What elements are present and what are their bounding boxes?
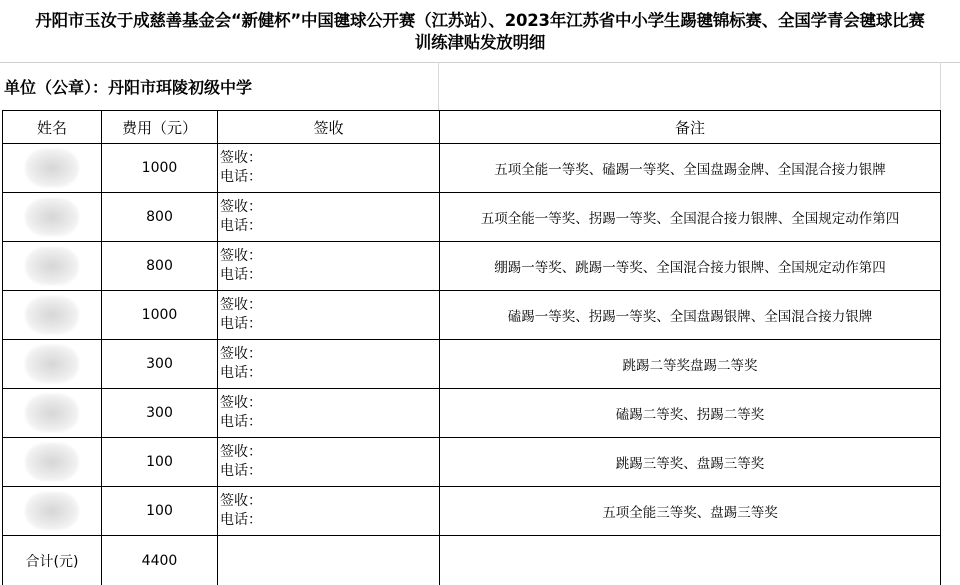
name-cell (3, 389, 102, 438)
name-cell (3, 438, 102, 487)
note-cell: 五项全能一等奖、磕踢一等奖、全国盘踢金牌、全国混合接力银牌 (440, 144, 941, 193)
title-line-2: 训练津贴发放明细 (414, 33, 546, 52)
table-row (3, 242, 941, 291)
note-cell: 磕踢二等奖、拐踢二等奖 (440, 389, 941, 438)
sign-cell (218, 487, 440, 536)
blurred-name (25, 345, 79, 383)
table-row (3, 438, 941, 487)
header-note: 备注 (440, 111, 941, 144)
total-row (3, 536, 941, 585)
blurred-name (25, 443, 79, 481)
phone-label: 电话： (220, 267, 262, 283)
sign-cell (218, 438, 440, 487)
phone-label: 电话： (220, 365, 262, 381)
sign-label: 签收： (220, 150, 262, 166)
header-name: 姓名 (3, 111, 102, 144)
title-line-1: 丹阳市玉汝于成慈善基金会“新健杯”中国毽球公开赛（江苏站）、2023年江苏省中小学生踢毽锦标赛、全国学青会毽球比赛 (35, 11, 925, 30)
blurred-name (25, 394, 79, 432)
note-cell: 绷踢一等奖、跳踢一等奖、全国混合接力银牌、全国规定动作第四 (440, 242, 941, 291)
blurred-name (25, 149, 79, 187)
fee-cell: 300 (102, 340, 218, 389)
sign-label: 签收： (220, 199, 262, 215)
divider (0, 62, 960, 63)
name-cell (3, 340, 102, 389)
sign-label: 签收： (220, 493, 262, 509)
note-cell: 五项全能一等奖、拐踢一等奖、全国混合接力银牌、全国规定动作第四 (440, 193, 941, 242)
sign-cell (218, 291, 440, 340)
phone-label: 电话： (220, 316, 262, 332)
note-cell: 五项全能三等奖、盘踢三等奖 (440, 487, 941, 536)
fee-cell: 100 (102, 487, 218, 536)
note-cell: 跳踢二等奖盘踢二等奖 (440, 340, 941, 389)
name-cell (3, 487, 102, 536)
table-row (3, 487, 941, 536)
fee-cell: 1000 (102, 144, 218, 193)
fee-cell: 800 (102, 242, 218, 291)
header-fee: 费用（元） (102, 111, 218, 144)
total-sign-cell (218, 536, 440, 585)
name-cell (3, 144, 102, 193)
blurred-name (25, 492, 79, 530)
sign-cell (218, 340, 440, 389)
name-cell (3, 291, 102, 340)
fee-cell: 300 (102, 389, 218, 438)
name-cell (3, 193, 102, 242)
header-row (3, 111, 941, 144)
sign-cell (218, 242, 440, 291)
phone-label: 电话： (220, 169, 262, 185)
table-row (3, 340, 941, 389)
allowance-table (2, 110, 941, 585)
sign-cell (218, 193, 440, 242)
header-sign: 签收 (218, 111, 440, 144)
total-value: 4400 (102, 536, 218, 585)
blurred-name (25, 198, 79, 236)
table-row (3, 389, 941, 438)
fee-cell: 100 (102, 438, 218, 487)
phone-label: 电话： (220, 463, 262, 479)
sign-label: 签收： (220, 346, 262, 362)
phone-label: 电话： (220, 218, 262, 234)
divider (940, 62, 941, 110)
divider (438, 62, 439, 110)
unit-label: 单位（公章）：丹阳市珥陵初级中学 (4, 78, 253, 97)
table-row (3, 144, 941, 193)
note-cell: 磕踢一等奖、拐踢一等奖、全国盘踢银牌、全国混合接力银牌 (440, 291, 941, 340)
document-title (0, 4, 960, 60)
sign-label: 签收： (220, 248, 262, 264)
sign-label: 签收： (220, 444, 262, 460)
phone-label: 电话： (220, 512, 262, 528)
name-cell (3, 242, 102, 291)
sign-cell (218, 389, 440, 438)
blurred-name (25, 296, 79, 334)
sign-label: 签收： (220, 395, 262, 411)
phone-label: 电话： (220, 414, 262, 430)
table-row (3, 291, 941, 340)
note-cell: 跳踢三等奖、盘踢三等奖 (440, 438, 941, 487)
table-row (3, 193, 941, 242)
fee-cell: 1000 (102, 291, 218, 340)
fee-cell: 800 (102, 193, 218, 242)
total-note-cell (440, 536, 941, 585)
sign-label: 签收： (220, 297, 262, 313)
total-label: 合计(元) (3, 536, 102, 585)
sign-cell (218, 144, 440, 193)
blurred-name (25, 247, 79, 285)
